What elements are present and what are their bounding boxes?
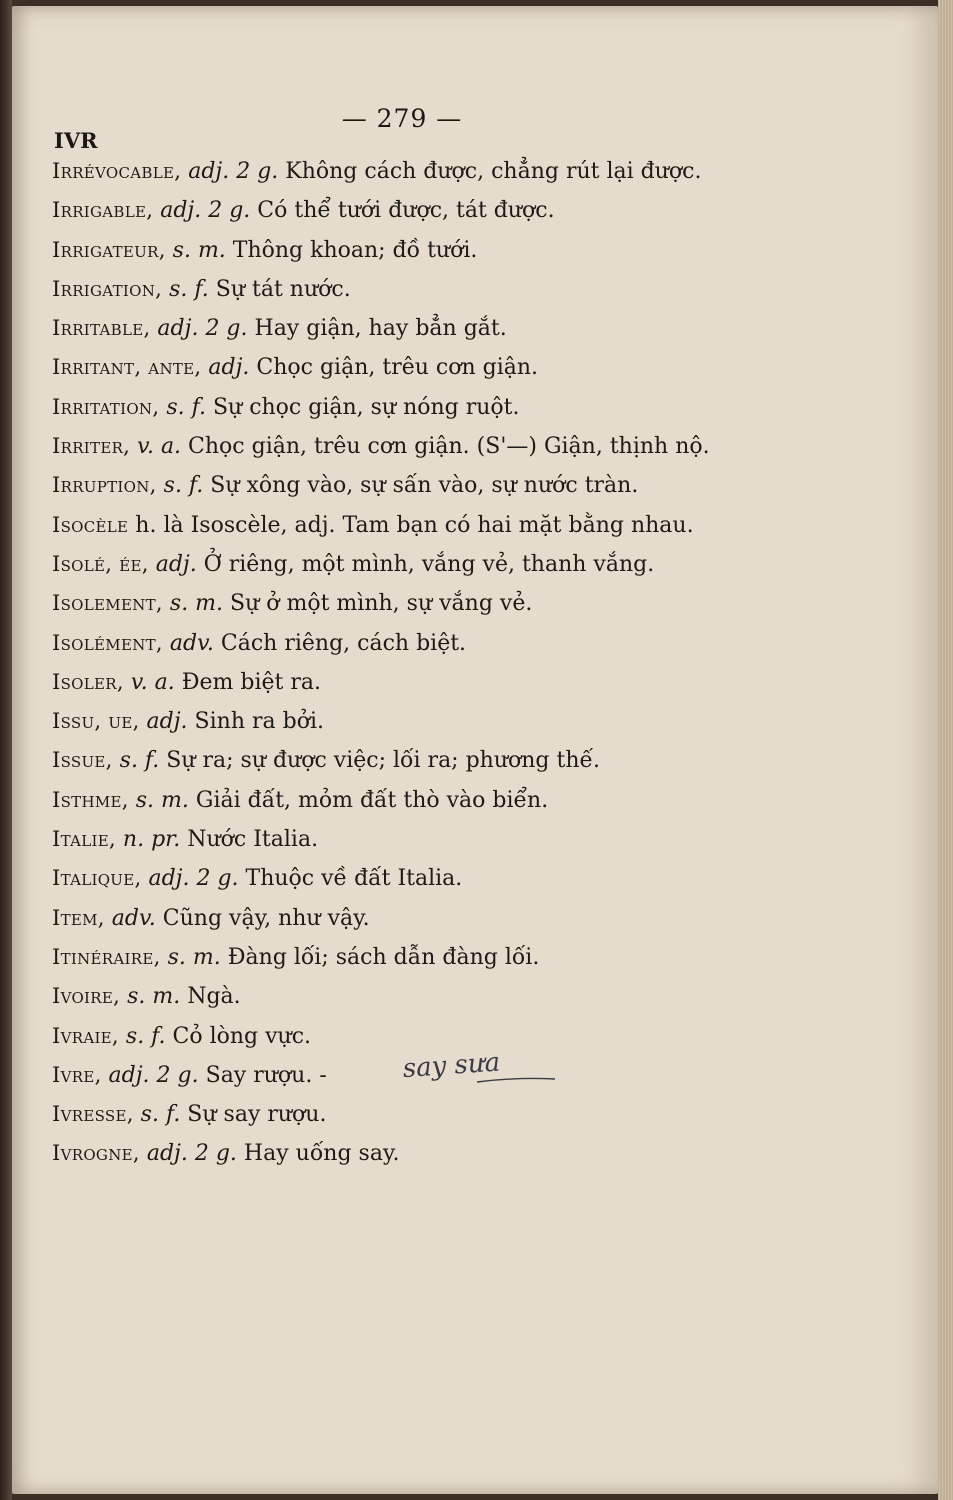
- grammar-label: adj. 2 g.: [139, 1141, 237, 1167]
- definition: Sự chọc giận, sự nóng ruột.: [205, 394, 520, 420]
- headword: Isolément,: [52, 630, 163, 655]
- grammar-label: s. f.: [159, 394, 206, 420]
- dictionary-entry: [52, 859, 772, 898]
- definition: Thuộc về đất Italia.: [238, 866, 463, 892]
- headword: Irritation,: [52, 394, 160, 419]
- grammar-label: s. f.: [118, 1023, 166, 1049]
- definition: Sự tát nước.: [208, 276, 351, 302]
- dictionary-entry: [52, 152, 772, 191]
- dictionary-entry: [52, 309, 772, 348]
- dictionary-entry: [52, 270, 772, 309]
- headword: Isoler,: [52, 669, 124, 694]
- dictionary-entry: [52, 545, 772, 584]
- dictionary-entry: [52, 506, 772, 545]
- definition: Ở riêng, một mình, vắng vẻ, thanh vắng.: [196, 551, 655, 577]
- book-page: [12, 6, 938, 1494]
- dictionary-entry: [52, 427, 772, 466]
- definition: Say rượu. -: [198, 1062, 327, 1088]
- definition: Đem biệt ra.: [174, 669, 322, 695]
- definition: Thông khoan; đồ tưới.: [225, 237, 478, 263]
- grammar-label: adv.: [162, 630, 214, 656]
- grammar-label: s. f.: [162, 276, 209, 302]
- dictionary-entry: [52, 231, 772, 270]
- handwritten-note-text: say sưa: [401, 1047, 502, 1085]
- grammar-label: n. pr.: [115, 827, 181, 853]
- headword: Ivrogne,: [52, 1141, 140, 1166]
- definition: Hay uống say.: [236, 1141, 400, 1167]
- grammar-label: s. f.: [112, 748, 160, 774]
- page-number: — 279 —: [341, 104, 463, 133]
- definition: h. là Isoscèle, adj. Tam bạn có hai mặt bằng nhau.: [128, 512, 694, 538]
- definition: Chọc giận, trêu cơn giận. (S'—) Giận, thịnh nộ.: [181, 434, 710, 460]
- dictionary-entries: [52, 152, 772, 1174]
- grammar-label: s. m.: [160, 944, 221, 970]
- grammar-label: s. f.: [133, 1102, 181, 1128]
- definition: Sự ở một mình, sự vắng vẻ.: [223, 591, 533, 617]
- grammar-label: s. m.: [128, 787, 189, 813]
- headword: Isthme,: [52, 787, 129, 812]
- definition: Ngà.: [180, 984, 241, 1010]
- definition: Cách riêng, cách biệt.: [213, 630, 467, 656]
- definition: Không cách được, chẳng rút lại được.: [278, 159, 702, 184]
- headword: Isolé, ée,: [52, 551, 149, 576]
- grammar-label: v. a.: [123, 669, 175, 695]
- grammar-label: v. a.: [130, 434, 182, 460]
- dictionary-entry: [52, 820, 772, 859]
- dictionary-entry: [52, 899, 772, 938]
- dictionary-entry: [52, 741, 772, 780]
- definition: Sự xông vào, sự sấn vào, sự nước tràn.: [203, 473, 639, 499]
- dictionary-entry: [52, 584, 772, 623]
- grammar-label: s. f.: [156, 473, 204, 499]
- headword: Issu, ue,: [52, 709, 140, 734]
- grammar-label: adj. 2 g.: [101, 1062, 199, 1088]
- definition: Cỏ lòng vực.: [165, 1023, 312, 1049]
- grammar-label: adj.: [139, 709, 188, 735]
- grammar-label: adj. 2 g.: [150, 316, 248, 342]
- headword: Irriter,: [52, 434, 131, 459]
- dictionary-entry: [52, 624, 772, 663]
- dictionary-entry: [52, 977, 772, 1016]
- definition: Đàng lối; sách dẫn đàng lối.: [220, 944, 540, 970]
- headword: Ivraie,: [52, 1023, 119, 1048]
- headword: Item,: [52, 905, 105, 930]
- page-edge-stack: [938, 0, 953, 1500]
- grammar-label: adj.: [148, 551, 197, 577]
- definition: Giải đất, mỏm đất thò vào biển.: [188, 787, 549, 813]
- headword: Ivoire,: [52, 984, 121, 1009]
- grammar-label: s. m.: [165, 237, 226, 263]
- running-head: IVR: [54, 128, 98, 153]
- grammar-label: adv.: [104, 905, 156, 931]
- grammar-label: adj. 2 g.: [181, 159, 279, 184]
- handwritten-annotation: [397, 1044, 567, 1094]
- definition: Sự ra; sự được việc; lối ra; phương thế.: [159, 748, 601, 774]
- definition: Chọc giận, trêu cơn giận.: [249, 355, 539, 381]
- definition: Có thể tưới được, tát được.: [250, 198, 555, 224]
- headword: Ivre,: [52, 1062, 102, 1087]
- dictionary-entry: [52, 1095, 772, 1134]
- dictionary-entry: [52, 348, 772, 387]
- headword: Irrigation,: [52, 276, 163, 301]
- headword: Italique,: [52, 866, 142, 891]
- headword: Italie,: [52, 827, 116, 852]
- definition: Nước Italia.: [180, 827, 319, 853]
- dictionary-entry: [52, 1134, 772, 1173]
- headword: Irritable,: [52, 316, 151, 341]
- definition: Hay giận, hay bẳn gắt.: [247, 316, 507, 342]
- definition: Cũng vậy, như vậy.: [155, 905, 370, 931]
- headword: Irritant, ante,: [52, 355, 202, 380]
- dictionary-entry: [52, 388, 772, 427]
- headword: Irrigateur,: [52, 237, 166, 262]
- grammar-label: adj. 2 g.: [153, 198, 251, 224]
- book-gutter: [0, 0, 12, 1500]
- headword: Irruption,: [52, 473, 157, 498]
- definition: Sự say rượu.: [180, 1102, 327, 1128]
- headword: Isocèle: [52, 512, 129, 537]
- grammar-label: s. m.: [120, 984, 181, 1010]
- dictionary-entry: [52, 663, 772, 702]
- grammar-label: s. m.: [162, 591, 224, 617]
- headword: Isolement,: [52, 591, 163, 616]
- headword: Ivresse,: [52, 1102, 134, 1127]
- dictionary-entry: [52, 781, 772, 820]
- dictionary-entry: [52, 466, 772, 505]
- grammar-label: adj. 2 g.: [141, 866, 239, 892]
- headword: Irrigable,: [52, 198, 154, 223]
- headword: Irrévocable,: [52, 159, 182, 183]
- dictionary-entry: [52, 191, 772, 230]
- headword: Issue,: [52, 748, 113, 773]
- underline-stroke: [477, 1078, 555, 1082]
- dictionary-entry: [52, 702, 772, 741]
- grammar-label: adj.: [201, 355, 250, 381]
- headword: Itinéraire,: [52, 944, 161, 969]
- dictionary-entry: [52, 938, 772, 977]
- definition: Sinh ra bởi.: [187, 709, 324, 735]
